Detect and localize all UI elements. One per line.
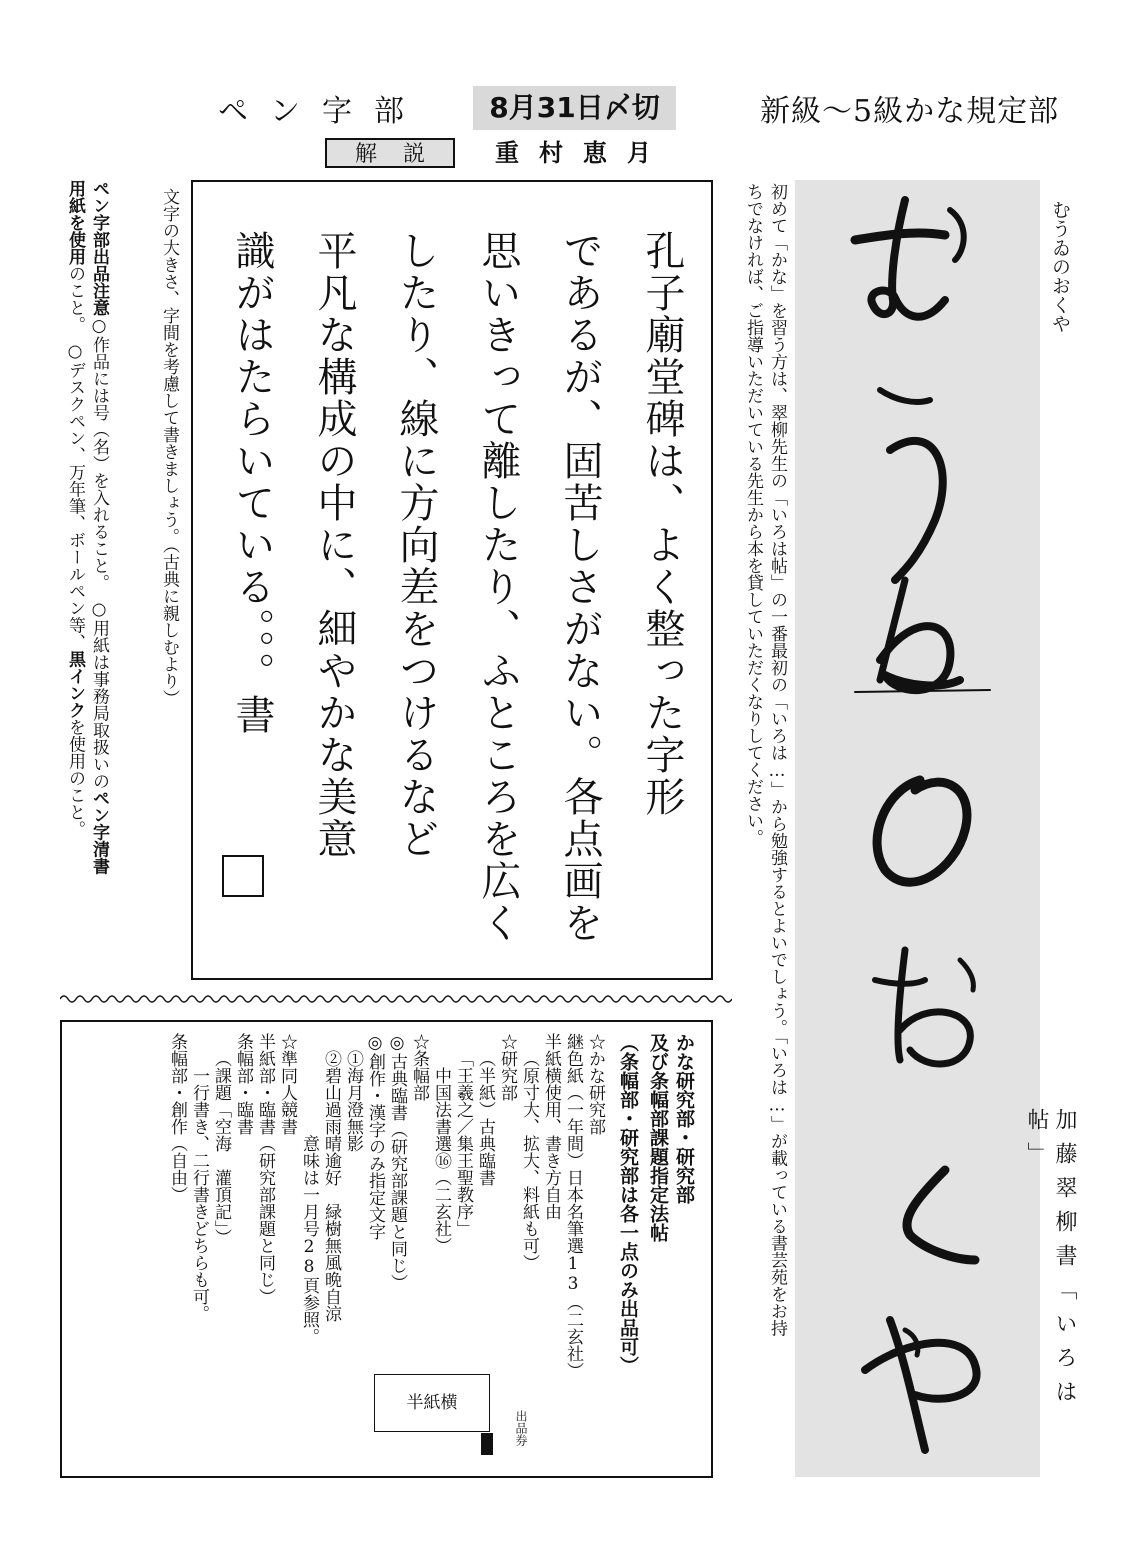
course-info-line: 「王羲之／集王聖教序」 xyxy=(453,1050,473,1237)
course-title-1: かな研究部・研究部 xyxy=(673,1033,695,1204)
writing-line: 平凡な構成の中に、細やかな美意 xyxy=(311,230,357,860)
explanation-col1: 初めて「かな」を習う方は、翠柳先生の「いろは帖」の一番最初の「いろは…」から勉強するとよいでしょう。「いろは…」が載っている書芸苑をお持 xyxy=(767,183,787,1337)
entry-ticket-label: 出品券 xyxy=(514,1410,528,1446)
hanshi-yoko-diagram: 半紙横 xyxy=(374,1374,490,1432)
course-info-line: ☆準同人競書 xyxy=(277,1033,297,1135)
course-info-line: 条幅部・創作（自由） xyxy=(167,1033,187,1203)
course-info-line: （原寸大、拡大、料紙も可） xyxy=(519,1050,539,1271)
course-info-line: ☆研究部 xyxy=(497,1033,517,1101)
course-info-line: 継色紙（一年間）日本名筆選13（二玄社） xyxy=(563,1033,583,1379)
calligraphy-reading: むうゐのおくや xyxy=(1049,200,1071,333)
entry-notes-bold1: ペン字清書 xyxy=(89,789,109,875)
course-info-line: 条幅部・臨書 xyxy=(233,1033,253,1135)
calligraphy-caption: 加藤翠柳書「いろは帖」 xyxy=(1024,1108,1077,1414)
wavy-divider xyxy=(60,992,732,1006)
signature-square xyxy=(222,855,264,897)
course-info-line: （半紙）古典臨書 xyxy=(475,1050,495,1186)
writing-line: であるが、固苦しさがない。各点画を xyxy=(557,230,603,944)
commentary-author: 重村恵月 xyxy=(495,138,671,167)
course-title-3: （条幅部・研究部は各一点のみ出品可） xyxy=(617,1033,639,1375)
course-info-line: 意味は一月号28頁参照。 xyxy=(299,1135,319,1345)
course-info-line: 一行書き、二行書きどちらも可。 xyxy=(189,1067,209,1322)
entry-notes-line2: のこと。 ○デスクペン、万年筆、ボールペン等、 xyxy=(65,265,85,651)
writing-line: 孔子廟堂碑は、よく整った字形 xyxy=(639,230,685,818)
writing-hint: 文字の大きさ、字間を考慮して書きましょう。（古典に親しむより） xyxy=(159,188,179,707)
entry-notes-col1 xyxy=(84,180,110,980)
course-info-line: ☆かな研究部 xyxy=(585,1033,605,1135)
course-info-line: 半紙部・臨書（研究部課題と同じ） xyxy=(255,1033,275,1305)
deadline-badge: 8月31日〆切 xyxy=(473,86,676,130)
explanation-col2: ちでなければ、ご指導いただいている先生から本を貸していただくなりしてください。 xyxy=(743,183,763,846)
course-info-line: ②碧山過雨晴逾好 緑樹無風晩自涼 xyxy=(321,1050,341,1322)
course-title-2: 及び条幅部課題指定法帖 xyxy=(647,1033,669,1242)
entry-notes-line1: ○作品には号（名）を入れること。 ○用紙は事務局取扱いの xyxy=(89,316,109,790)
department-title: ペン字部 xyxy=(218,94,426,129)
course-info-line: 半紙横使用、書き方自由 xyxy=(541,1033,561,1220)
course-info-line: 中国法書選⑯（二玄社） xyxy=(431,1067,451,1254)
writing-line: したり、線に方向差をつけるなど xyxy=(393,230,439,860)
writing-line: 識がはたらいている。。。書 xyxy=(229,230,275,736)
course-info-line: ◎創作・漢字のみ指定文字 xyxy=(365,1033,385,1240)
writing-line: 思いきって離したり、ふところを広く xyxy=(475,230,521,944)
course-info-line: ◎古典臨書（研究部課題と同じ） xyxy=(387,1033,407,1291)
entry-notes-line2-end: を使用のこと。 xyxy=(65,718,85,838)
course-info-line: ☆条幅部 xyxy=(409,1033,429,1101)
calligraphy-model-strokes xyxy=(795,180,1040,1477)
course-info-line: ①海月澄無影 xyxy=(343,1050,363,1152)
entry-notes-bold3: 黒インク xyxy=(65,650,85,719)
commentary-label: 解説 xyxy=(325,138,455,168)
entry-notes-title: ペン字部出品注意 xyxy=(89,180,109,316)
entry-notes-col2 xyxy=(60,180,86,980)
entry-notes-bold2: 用紙を使用 xyxy=(65,180,85,265)
entry-ticket-mark xyxy=(481,1433,493,1455)
level-title: 新級～5級かな規定部 xyxy=(760,94,1060,129)
course-info-line: （課題「空海 灌頂記」） xyxy=(211,1050,231,1246)
